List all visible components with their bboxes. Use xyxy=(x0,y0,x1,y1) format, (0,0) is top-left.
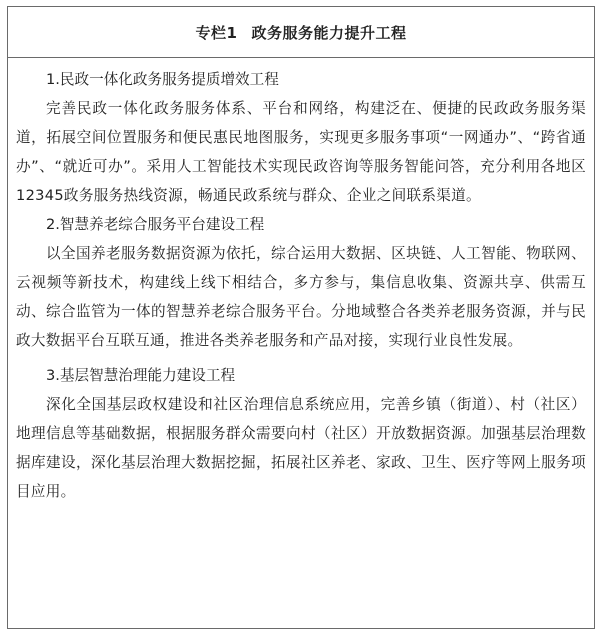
column-number: 专栏1 xyxy=(195,23,238,42)
section-heading: 3.基层智慧治理能力建设工程 xyxy=(46,367,236,384)
column-header xyxy=(8,7,594,58)
column-content xyxy=(8,58,594,506)
section-heading: 1.民政一体化政务服务提质增效工程 xyxy=(46,71,279,88)
column-box xyxy=(7,6,595,629)
section-body: 完善民政一体化政务服务体系、平台和网络，构建泛在、便捷的民政政务服务渠道，拓展空间位置服务和便民惠民地图服务，实现更多服务事项“一网通办”、“跨省通办”、“就近可办”。采用人工智能技术实现民政咨询等服务智能问答，充分利用各地区12345政务服务热线资源，畅通民政系统与群众、企业之间联系渠道。 xyxy=(16,100,586,204)
section-body: 深化全国基层政权建设和社区治理信息系统应用，完善乡镇（街道）、村（社区）地理信息等基础数据，根据服务群众需要向村（社区）开放数据资源。加强基层治理数据库建设，深化基层治理大数据挖掘，拓展社区养老、家政、卫生、医疗等网上服务项目应用。 xyxy=(16,396,586,500)
column-title: 政务服务能力提升工程 xyxy=(251,23,407,42)
section-body: 以全国养老服务数据资源为依托，综合运用大数据、区块链、人工智能、物联网、云视频等新技术，构建线上线下相结合，多方参与，集信息收集、资源共享、供需互动、综合监管为一体的智慧养老综合服务平台。分地域整合各类养老服务资源，并与民政大数据平台互联互通，推进各类养老服务和产品对接，实现行业良性发展。 xyxy=(16,245,586,349)
section-heading: 2.智慧养老综合服务平台建设工程 xyxy=(46,216,265,233)
